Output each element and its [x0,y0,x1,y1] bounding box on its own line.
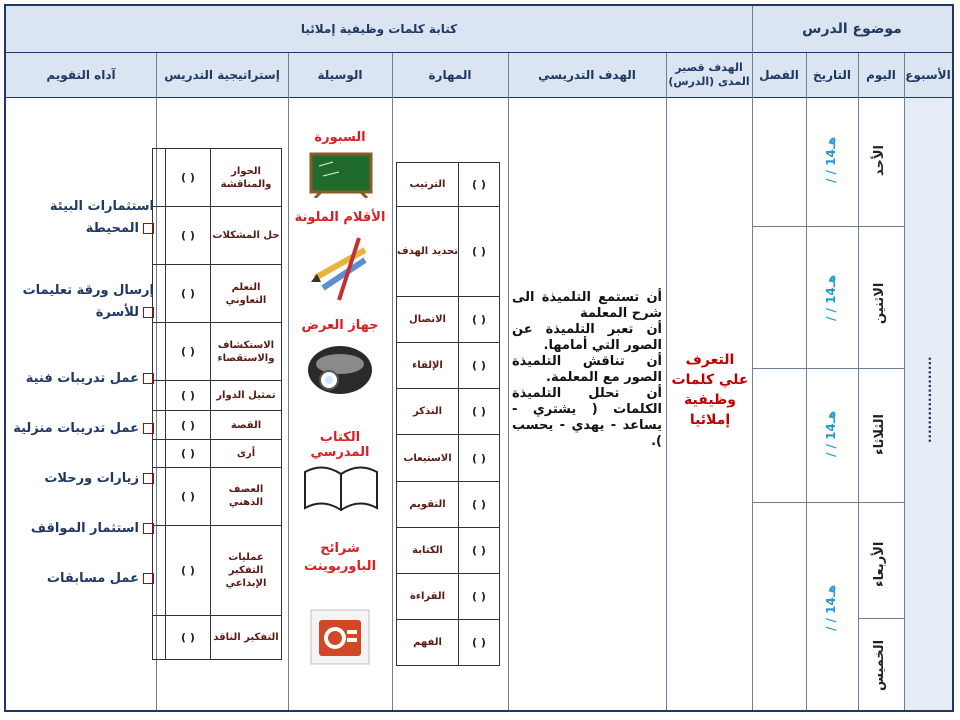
skill-row [397,435,500,481]
strategy-mark[interactable]: ( ) [166,265,211,323]
strategy-mark[interactable]: ( ) [166,411,211,439]
strategy-label: التفكير الناقد [211,615,282,659]
col-short-goal: الهدف قصير المدى (الدرس) [666,53,752,97]
date-monday: / / 14هـ [824,274,838,322]
skill-row [397,207,500,297]
strategy-mark[interactable]: ( ) [166,467,211,525]
strategy-row [153,615,282,659]
checkbox[interactable] [143,373,154,384]
eval-item: زيارات ورحلات [8,468,154,490]
powerpoint-icon [309,604,373,668]
strategy-mark[interactable]: ( ) [166,323,211,381]
strategy-row [153,525,282,615]
eval-item: عمل مسابقات [8,568,154,590]
col-teaching-goal: الهدف التدريسي [508,53,666,97]
strategy-edge [153,323,166,381]
strategy-row [153,381,282,411]
strategy-label: الاستكشاف والاستقصاء [211,323,282,381]
strategy-label: حل المشكلات [211,207,282,265]
date-tuesday: / / 14هـ [824,410,838,458]
strategy-mark[interactable]: ( ) [166,149,211,207]
strategy-label: تمثيل الدوار [211,381,282,411]
day-tuesday: الثلاثاء [872,414,887,456]
strategy-row [153,411,282,439]
skills-table [396,162,500,666]
strategy-label: التعلم التعاوني [211,265,282,323]
projector-icon [305,336,375,406]
strategy-edge [153,525,166,615]
day-sunday: الأحد [872,144,887,176]
checkbox[interactable] [143,307,154,318]
strategy-mark[interactable]: ( ) [166,207,211,265]
strategy-edge [153,615,166,659]
skill-label: الفهم [397,619,459,665]
short-goal-text: التعرف علي كلمات وظيفية إملائيا [671,352,749,428]
skill-row [397,527,500,573]
strategy-edge [153,411,166,439]
col-skill: المهارة [392,53,508,97]
strategy-label: الحوار والمناقشة [211,149,282,207]
col-week: الأسبوع [904,53,952,97]
strategy-edge [153,149,166,207]
strategy-row [153,207,282,265]
skill-label: الإلقاء [397,343,459,389]
checkbox[interactable] [143,573,154,584]
skill-row [397,163,500,207]
skill-row [397,573,500,619]
skill-mark[interactable]: ( ) [459,527,500,573]
tool-label-powerpoint: شرائح الباوربوينت [303,541,377,574]
strategy-mark[interactable]: ( ) [166,525,211,615]
strategy-row [153,439,282,467]
day-monday: الاثنين [872,282,887,324]
skill-label: التقويم [397,481,459,527]
tools-column [289,100,391,708]
skill-row [397,619,500,665]
tool-label-colored-pens: الأقلام الملونة [294,210,386,225]
skill-row [397,297,500,343]
skill-label: القراءة [397,573,459,619]
eval-item: استثمار المواقف [8,518,154,540]
tool-label-blackboard: السبورة [314,130,366,145]
skill-mark[interactable]: ( ) [459,573,500,619]
date-sunday: / / 14هـ [824,136,838,184]
strategy-label: العصف الذهني [211,467,282,525]
book-icon [301,452,381,516]
col-day: اليوم [858,53,904,97]
week-dots: ................... [920,356,934,444]
blackboard-icon [309,152,373,198]
checkbox[interactable] [143,473,154,484]
strategy-edge [153,467,166,525]
tool-label-textbook: الكتاب المدرسي [310,430,370,460]
strategy-edge [153,207,166,265]
skill-mark[interactable]: ( ) [459,297,500,343]
col-tool: الوسيلة [288,53,392,97]
date-wednesday: / / 14هـ [824,584,838,632]
eval-item: إرسال ورقة تعليمات للأسرة [22,283,154,320]
tool-label-projector: جهاز العرض [301,318,379,333]
eval-item: استثمارات البيئة المحيطة [49,199,154,236]
skill-mark[interactable]: ( ) [459,163,500,207]
strategy-row [153,265,282,323]
skill-mark[interactable]: ( ) [459,435,500,481]
strategy-mark[interactable]: ( ) [166,381,211,411]
strategy-label: القصة [211,411,282,439]
col-strategy: إستراتيجية التدريس [156,53,288,97]
eval-item: عمل تدريبات فنية [8,368,154,390]
teaching-goal-text: أن تستمع التلميذة الى شرح المعلمة أن تعبر التلميذة عن الصور التي أمامها. أن تناقش التلميذة الصور مع المعلمة. أن تحلل التلميذة الكلمات ( يشتري - يساعد - يهدي - يحسب ). [512,290,662,449]
skill-mark[interactable]: ( ) [459,389,500,435]
topic-title-cell: كتابة كلمات وظيفية إملائيا [6,6,752,52]
skill-row [397,343,500,389]
strategy-mark[interactable]: ( ) [166,439,211,467]
checkbox[interactable] [143,423,154,434]
strategy-edge [153,381,166,411]
skill-mark[interactable]: ( ) [459,481,500,527]
col-class: الفصل [752,53,806,97]
strategy-mark[interactable]: ( ) [166,615,211,659]
skill-mark[interactable]: ( ) [459,619,500,665]
skill-label: تحديد الهدف [397,207,459,297]
evaluation-list [8,196,154,596]
strategy-row [153,149,282,207]
skill-mark[interactable]: ( ) [459,207,500,297]
strategy-edge [153,265,166,323]
strategy-row [153,323,282,381]
checkbox[interactable] [143,523,154,534]
skill-label: الاتصال [397,297,459,343]
skill-row [397,481,500,527]
strategy-label: عمليات التفكير الإبداعي [211,525,282,615]
skill-label: الترتيب [397,163,459,207]
skill-row [397,389,500,435]
skill-label: الاستيعاب [397,435,459,481]
skill-label: الكتابة [397,527,459,573]
strategies-table [152,148,282,660]
day-thursday: الخميس [872,639,887,691]
col-evaluation: آداه التقويم [6,53,156,97]
skill-mark[interactable]: ( ) [459,343,500,389]
skill-label: التذكر [397,389,459,435]
col-date: التاريخ [806,53,858,97]
day-wednesday: الأربعاء [872,541,887,587]
checkbox[interactable] [143,223,154,234]
eval-item: عمل تدريبات منزلية [8,418,154,440]
topic-label-cell: موضوع الدرس [752,6,952,52]
strategy-label: أرى [211,439,282,467]
strategy-edge [153,439,166,467]
strategy-row [153,467,282,525]
colored-pens-icon [309,230,373,310]
